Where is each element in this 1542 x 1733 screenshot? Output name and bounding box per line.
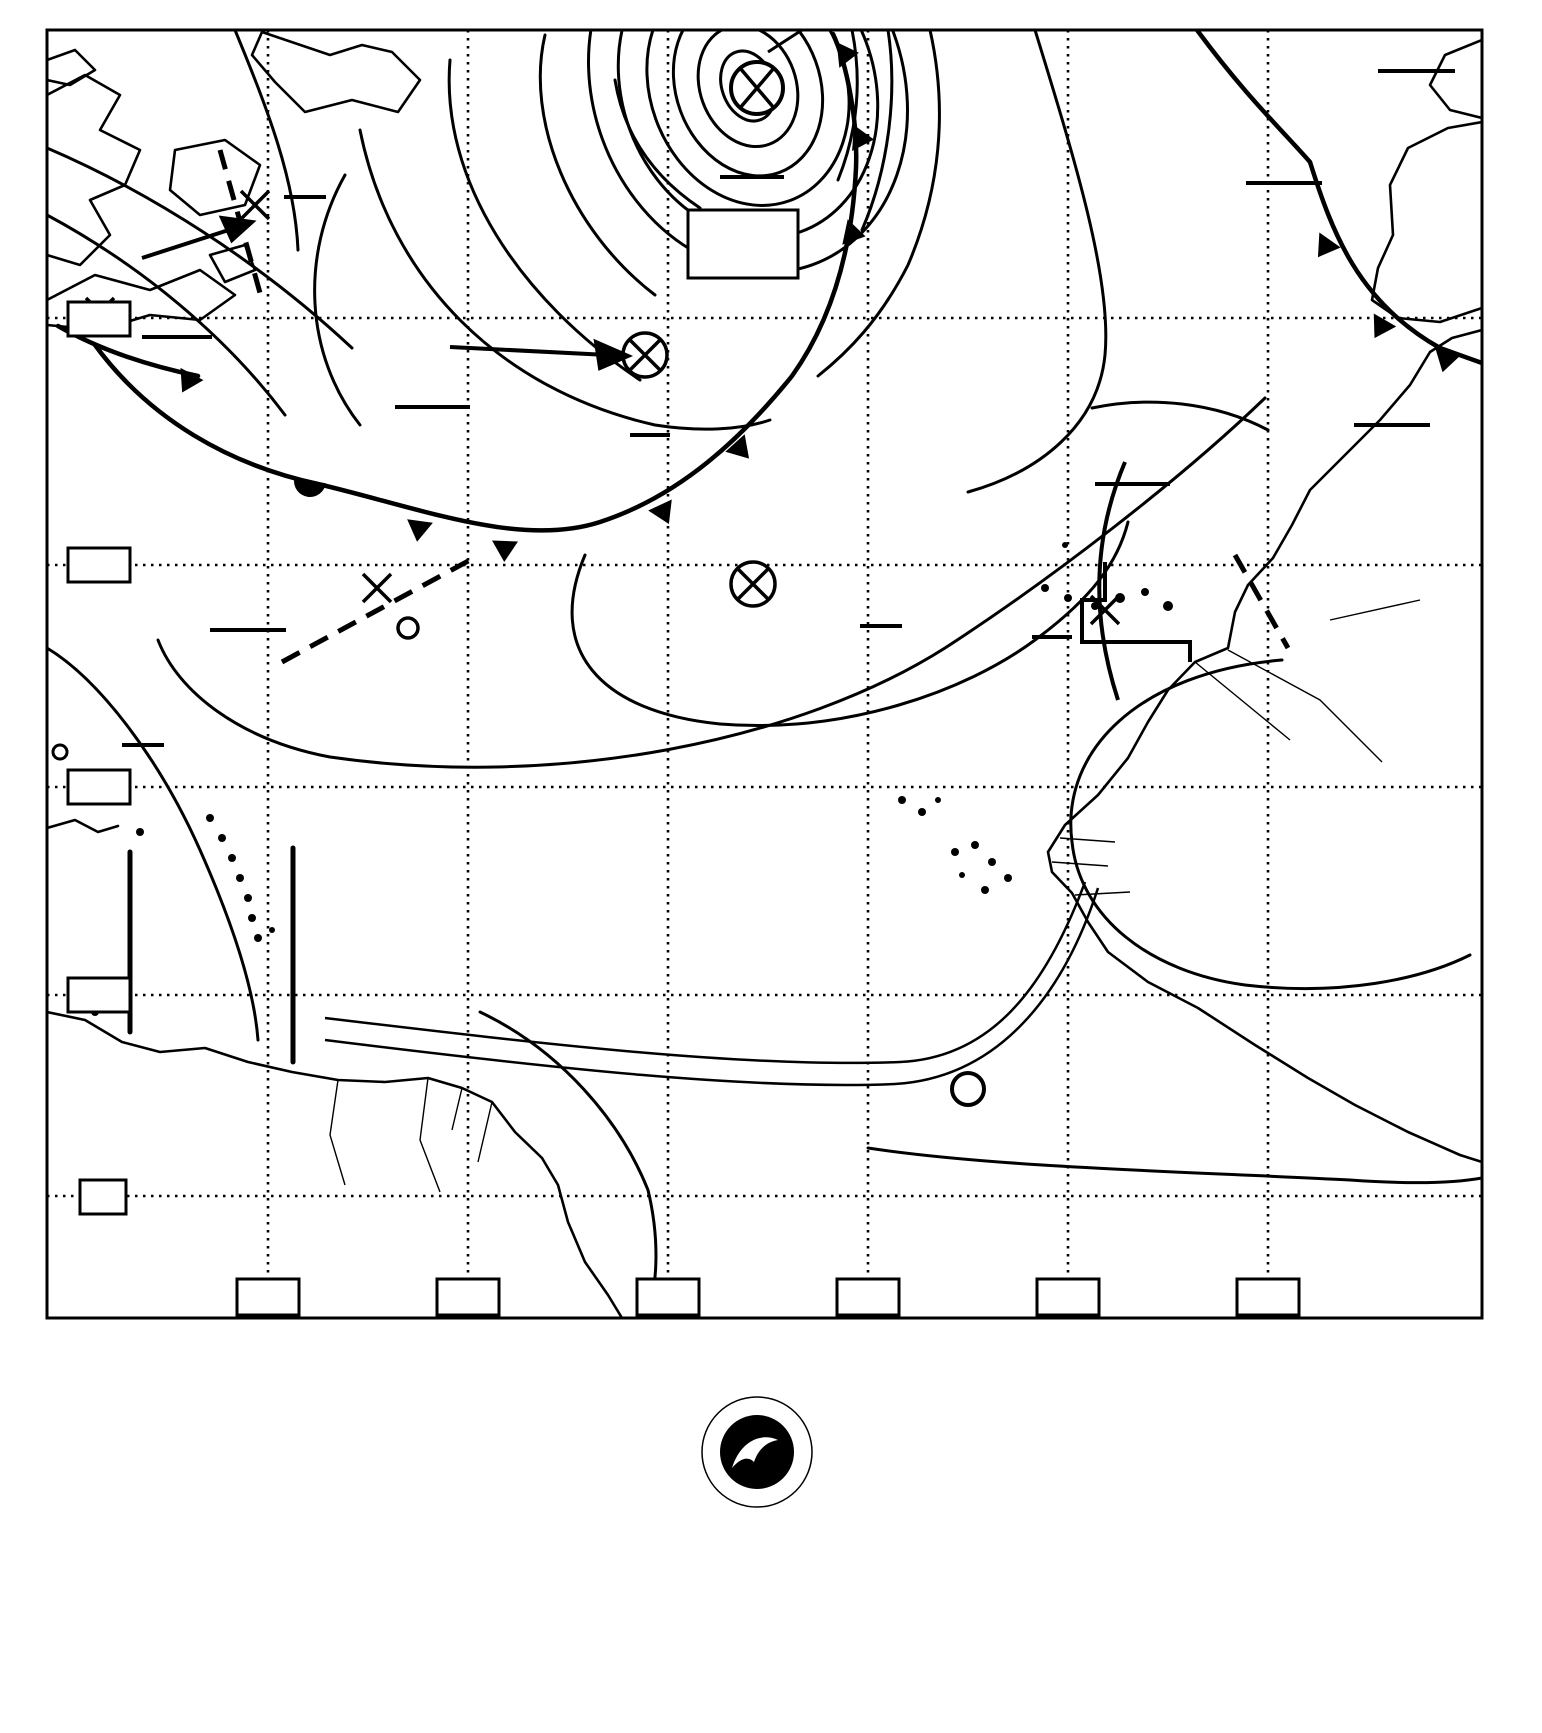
hurcn-force-box — [688, 210, 798, 278]
dissipating-center-circle — [398, 618, 418, 638]
small-circle — [53, 745, 67, 759]
itcz-circle — [952, 1073, 984, 1105]
